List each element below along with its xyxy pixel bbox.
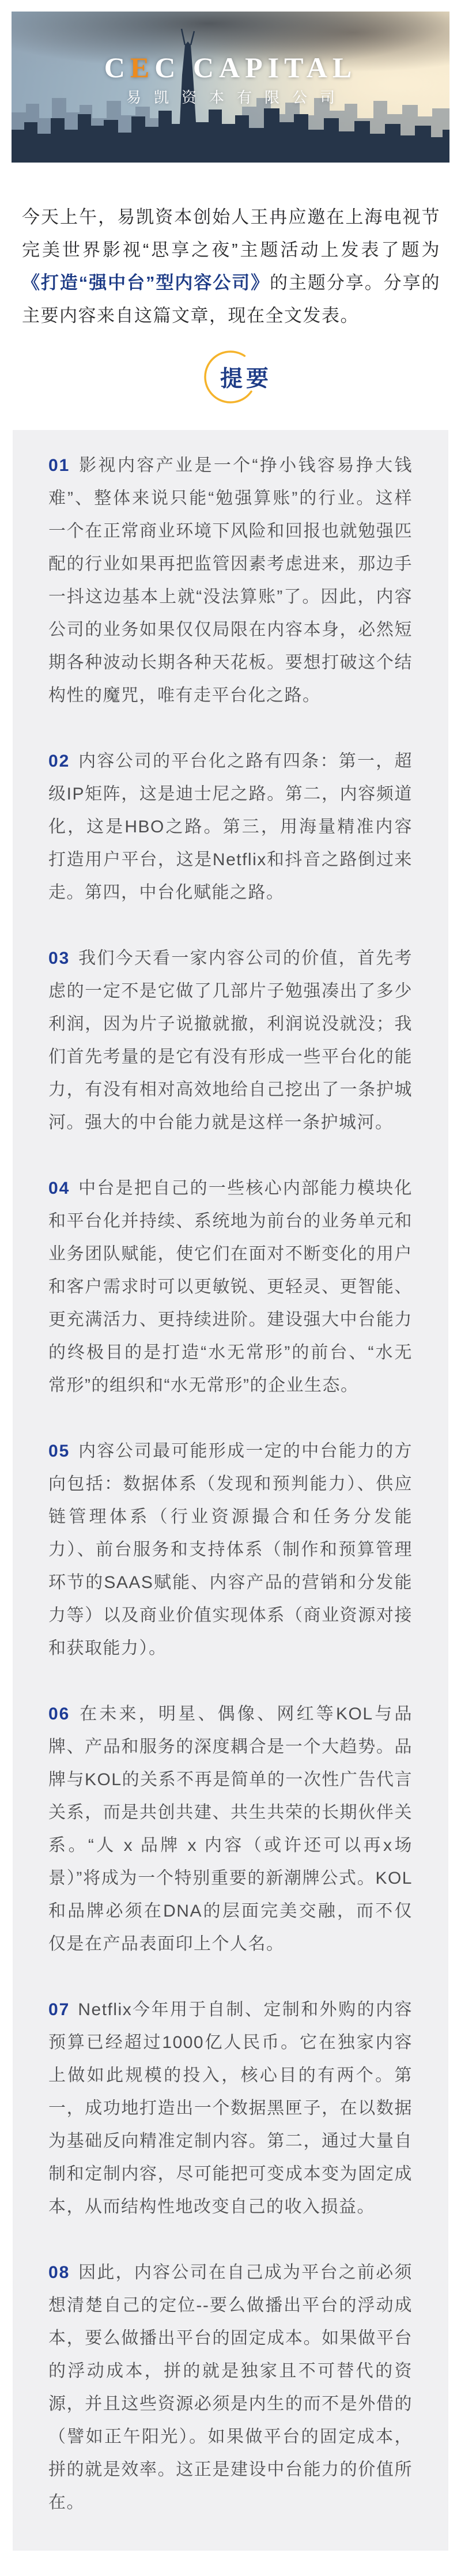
section-text: 影视内容产业是一个“挣小钱容易挣大钱难”、整体来说只能“勉强算账”的行业。这样一个在正常商业环境下风险和回报也就勉强匹配的行业如果再把监管因素考虑进来，那边手一抖这边基本上就“没法算账”了。因此，内容公司的业务如果仅仅局限在内容本身，必然短期各种波动长期各种天花板。要想打破这个结构性的魔咒，唯有走平台化之路。 bbox=[48, 456, 413, 705]
section-number: 03 bbox=[48, 949, 70, 968]
logo-text-cn: 易凯资本有限公司 bbox=[126, 89, 347, 106]
intro-text-before: 今天上午，易凯资本创始人王冉应邀在上海电视节完美世界影视“思享之夜”主题活动上发表了题为 bbox=[22, 207, 440, 260]
section-text: 因此，内容公司在自己成为平台之前必须想清楚自己的定位--要么做播出平台的浮动成本，要么做播出平台的固定成本。如果做平台的浮动成本，拼的就是独家且不可替代的资源，并且这些资源必须是内生的而不是外借的（譬如正午阳光）。如果做平台的固定成本，拼的就是效率。这正是建设中台能力的价值所在。 bbox=[48, 2263, 413, 2512]
section-number: 04 bbox=[48, 1179, 70, 1198]
intro-paragraph bbox=[22, 201, 440, 332]
summary-section bbox=[48, 745, 413, 909]
section-number: 06 bbox=[48, 1704, 70, 1723]
section-text: 在未来，明星、偶像、网红等KOL与品牌、产品和服务的深度耦合是一个大趋势。品牌与KOL的关系不再是简单的一次性广告代言关系，而是共创共建、共生共荣的长期伙伴关系。“人 x 品牌 x 内容（或许还可以再x场景）”将成为一个特别重要的新潮牌公式。KOL和品牌必须在DNA的层面完美交融，而不仅仅是在产品表面印上个人名。 bbox=[48, 1704, 413, 1953]
summary-section bbox=[48, 1172, 413, 1402]
section-text: 内容公司的平台化之路有四条：第一，超级IP矩阵，这是迪士尼之路。第二，内容频道化，这是HBO之路。第三，用海量精准内容打造用户平台，这是Netflix和抖音之路倒过来走。第四，中台化赋能之路。 bbox=[48, 752, 413, 902]
section-text: 中台是把自己的一些核心内部能力模块化和平台化并持续、系统地为前台的业务单元和业务团队赋能，使它们在面对不断变化的用户和客户需求时可以更敏锐、更轻灵、更智能、更充满活力、更持续进阶。建设强大中台能力的终极目的是打造“水无常形”的前台、“水无常形”的组织和“水无常形”的企业生态。 bbox=[48, 1179, 413, 1395]
section-number: 07 bbox=[48, 2000, 70, 2019]
company-logo bbox=[12, 53, 449, 105]
logo-accent-letter: E bbox=[130, 51, 155, 84]
section-number: 05 bbox=[48, 1442, 70, 1461]
summary-section bbox=[48, 2256, 413, 2519]
summary-card bbox=[13, 430, 448, 2551]
section-number: 02 bbox=[48, 752, 70, 771]
intro-text-after: 的主题分享。分享的主要内容来自这篇文章，现在全文发表。 bbox=[22, 273, 441, 326]
section-text: Netflix今年用于自制、定制和外购的内容预算已经超过1000亿人民币。它在独家内容上做如此规模的投入，核心目的有两个。第一，成功地打造出一个数据黑匣子，在以数据为基础反向精准定制内容。第二，通过大量自制和定制内容，尽可能把可变成本变为固定成本，从而结构性地改变自己的收入损益。 bbox=[48, 2000, 413, 2216]
summary-badge bbox=[203, 349, 273, 405]
logo-text-en: CEC CAPITAL bbox=[104, 51, 357, 84]
header-banner-image bbox=[12, 12, 449, 163]
summary-section bbox=[48, 1698, 413, 1960]
article-title-highlight: 《打造“强中台”型内容公司》 bbox=[22, 273, 270, 293]
summary-badge-label: 提要 bbox=[220, 367, 273, 391]
section-number: 08 bbox=[48, 2263, 70, 2282]
section-text: 我们今天看一家内容公司的价值，首先考虑的一定不是它做了几部片子勉强凑出了多少利润，因为片子说撤就撤，利润说没就没；我们首先考量的是它有没有形成一些平台化的能力，有没有相对高效地给自己挖出了一条护城河。强大的中台能力就是这样一条护城河。 bbox=[48, 949, 413, 1132]
summary-section bbox=[48, 1435, 413, 1665]
summary-section bbox=[48, 942, 413, 1139]
section-number: 01 bbox=[48, 456, 70, 475]
section-text: 内容公司最可能形成一定的中台能力的方向包括：数据体系（发现和预判能力）、供应链管理体系（行业资源撮合和任务分发能力）、前台服务和支持体系（制作和预算管理环节的SAAS赋能、内容产品的营销和分发能力等）以及商业价值实现体系（商业资源对接和获取能力）。 bbox=[48, 1442, 413, 1658]
summary-section bbox=[48, 449, 413, 712]
summary-section bbox=[48, 1993, 413, 2223]
